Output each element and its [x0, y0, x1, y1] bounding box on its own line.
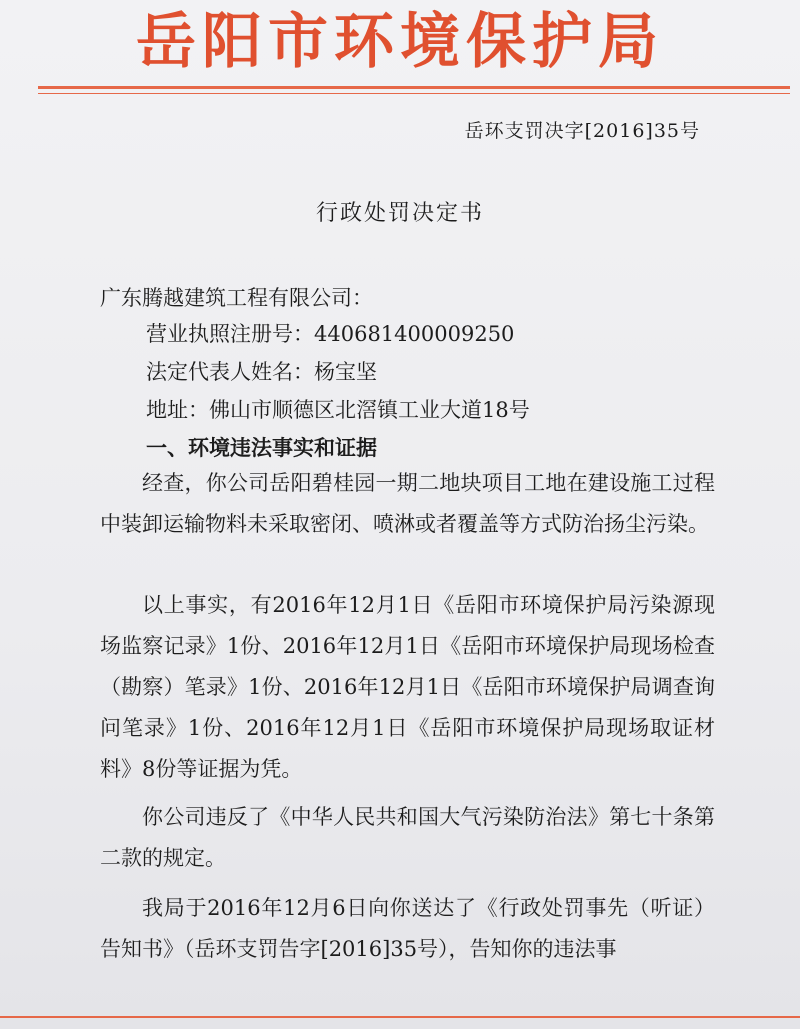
document-number: 岳环支罚决字[2016]35号 — [464, 120, 700, 142]
representative-line: 法定代表人姓名：杨宝坚 — [146, 360, 377, 384]
paragraph-evidence: 以上事实，有2016年12月1日《岳阳市环境保护局污染源现场监察记录》1份、2016年12月1日《岳阳市环境保护局现场检查（勘察）笔录》1份、2016年12月1日《岳阳市环境保护局调查询问笔录》1份、2016年12月1日《岳阳市环境保护局现场取证材料》8份等证据为凭。 — [100, 593, 715, 781]
license-line: 营业执照注册号：440681400009250 — [146, 322, 515, 346]
paragraph-violation: 你公司违反了《中华人民共和国大气污染防治法》第七十条第二款的规定。 — [100, 805, 715, 870]
address-line: 地址：佛山市顺德区北滘镇工业大道18号 — [146, 398, 530, 422]
section-heading: 一、环境违法事实和证据 — [146, 435, 377, 460]
letterhead-rule-thick — [38, 86, 790, 89]
letterhead-rule-thin — [38, 93, 790, 94]
bottom-rule — [0, 1016, 800, 1018]
paragraph-notice: 我局于2016年12月6日向你送达了《行政处罚事先（听证）告知书》（岳环支罚告字[2016]35号），告知你的违法事 — [100, 896, 715, 961]
document-title: 行政处罚决定书 — [315, 201, 484, 226]
recipient-line: 广东腾越建筑工程有限公司： — [100, 286, 373, 310]
paragraph-facts: 经查，你公司岳阳碧桂园一期二地块项目工地在建设施工过程中装卸运输物料未采取密闭、喷淋或者覆盖等方式防治扬尘污染。 — [100, 471, 715, 536]
letterhead-title: 岳阳市环境保护局 — [136, 7, 664, 77]
